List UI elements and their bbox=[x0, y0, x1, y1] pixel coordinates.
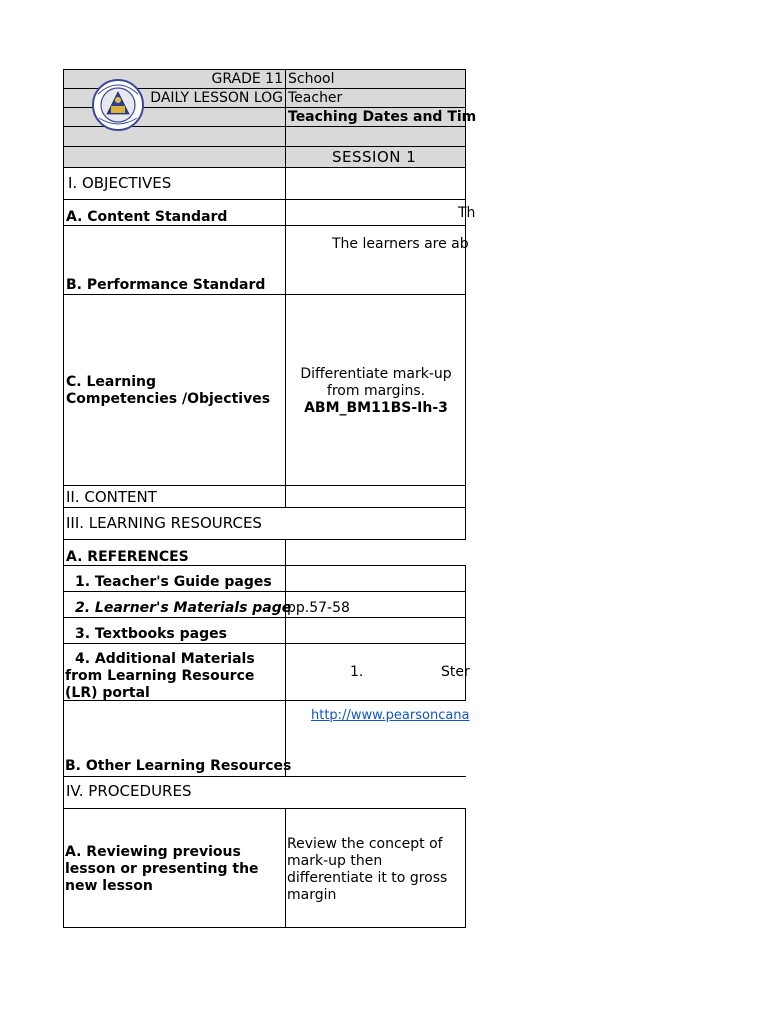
performance-standard-row bbox=[63, 225, 469, 295]
content-heading: II. CONTENT bbox=[66, 488, 157, 506]
session-label: SESSION 1 bbox=[332, 148, 417, 166]
competencies-row bbox=[63, 294, 466, 486]
reviewing-label-line2: lesson or presenting the bbox=[65, 861, 259, 877]
content-standard-label: A. Content Standard bbox=[66, 209, 228, 225]
objectives-heading-row bbox=[63, 167, 466, 200]
dll-title: DAILY LESSON LOG bbox=[150, 90, 283, 106]
references-row bbox=[63, 539, 466, 566]
other-resources-label: B. Other Learning Resources bbox=[65, 758, 292, 774]
competencies-code: ABM_BM11BS-Ih-3 bbox=[304, 400, 448, 416]
competencies-label-line1: C. Learning bbox=[66, 374, 156, 390]
learners-materials-row bbox=[63, 591, 466, 618]
resources-heading-row bbox=[63, 507, 466, 540]
school-label: School bbox=[288, 71, 335, 87]
additional-label-line3: (LR) portal bbox=[65, 685, 150, 701]
other-resources-row bbox=[63, 700, 470, 777]
competencies-line1: Differentiate mark-up bbox=[300, 366, 452, 382]
competencies-label-line2: Competencies /Objectives bbox=[66, 391, 271, 407]
competencies-line2: from margins. bbox=[326, 383, 426, 399]
references-label: A. REFERENCES bbox=[66, 549, 189, 565]
additional-materials-row bbox=[63, 643, 470, 701]
grade-label: GRADE 11 bbox=[211, 71, 283, 87]
additional-label-line1: 4. Additional Materials bbox=[75, 651, 255, 667]
procedures-heading: IV. PROCEDURES bbox=[66, 782, 192, 800]
reviewing-row bbox=[63, 808, 466, 928]
additional-label-line2: from Learning Resource bbox=[65, 668, 255, 684]
teachers-guide-row bbox=[63, 565, 466, 592]
reviewing-value-line1: Review the concept of bbox=[287, 836, 443, 852]
textbooks-row bbox=[63, 617, 466, 644]
textbooks-label: 3. Textbooks pages bbox=[75, 626, 227, 642]
content-standard-row bbox=[63, 199, 476, 226]
content-heading-row bbox=[63, 485, 466, 508]
reviewing-value-line2: mark-up then bbox=[287, 853, 383, 869]
reviewing-value-line3: differentiate it to gross bbox=[287, 870, 448, 886]
performance-standard-value: The learners are ab bbox=[332, 236, 469, 252]
procedures-heading-row bbox=[63, 776, 466, 809]
additional-value: Ster bbox=[441, 664, 470, 680]
dates-label: Teaching Dates and Tim bbox=[288, 109, 477, 125]
additional-num: 1. bbox=[350, 664, 364, 680]
teachers-guide-label: 1. Teacher's Guide pages bbox=[75, 574, 272, 590]
content-standard-value: Th bbox=[458, 205, 476, 221]
teacher-label: Teacher bbox=[288, 90, 343, 106]
other-resources-link[interactable]: http://www.pearsoncana bbox=[311, 708, 470, 723]
resources-heading: III. LEARNING RESOURCES bbox=[66, 514, 262, 532]
learners-materials-label: 2. Learner's Materials page bbox=[75, 600, 292, 616]
performance-standard-label: B. Performance Standard bbox=[66, 277, 266, 293]
deped-seal-icon bbox=[71, 78, 165, 132]
reviewing-label-line3: new lesson bbox=[65, 878, 153, 894]
header-row-session bbox=[63, 146, 466, 168]
objectives-heading: I. OBJECTIVES bbox=[68, 174, 172, 192]
learners-materials-value: pp.57-58 bbox=[287, 600, 350, 616]
reviewing-value-line4: margin bbox=[287, 887, 337, 903]
reviewing-label-line1: A. Reviewing previous bbox=[65, 844, 241, 860]
